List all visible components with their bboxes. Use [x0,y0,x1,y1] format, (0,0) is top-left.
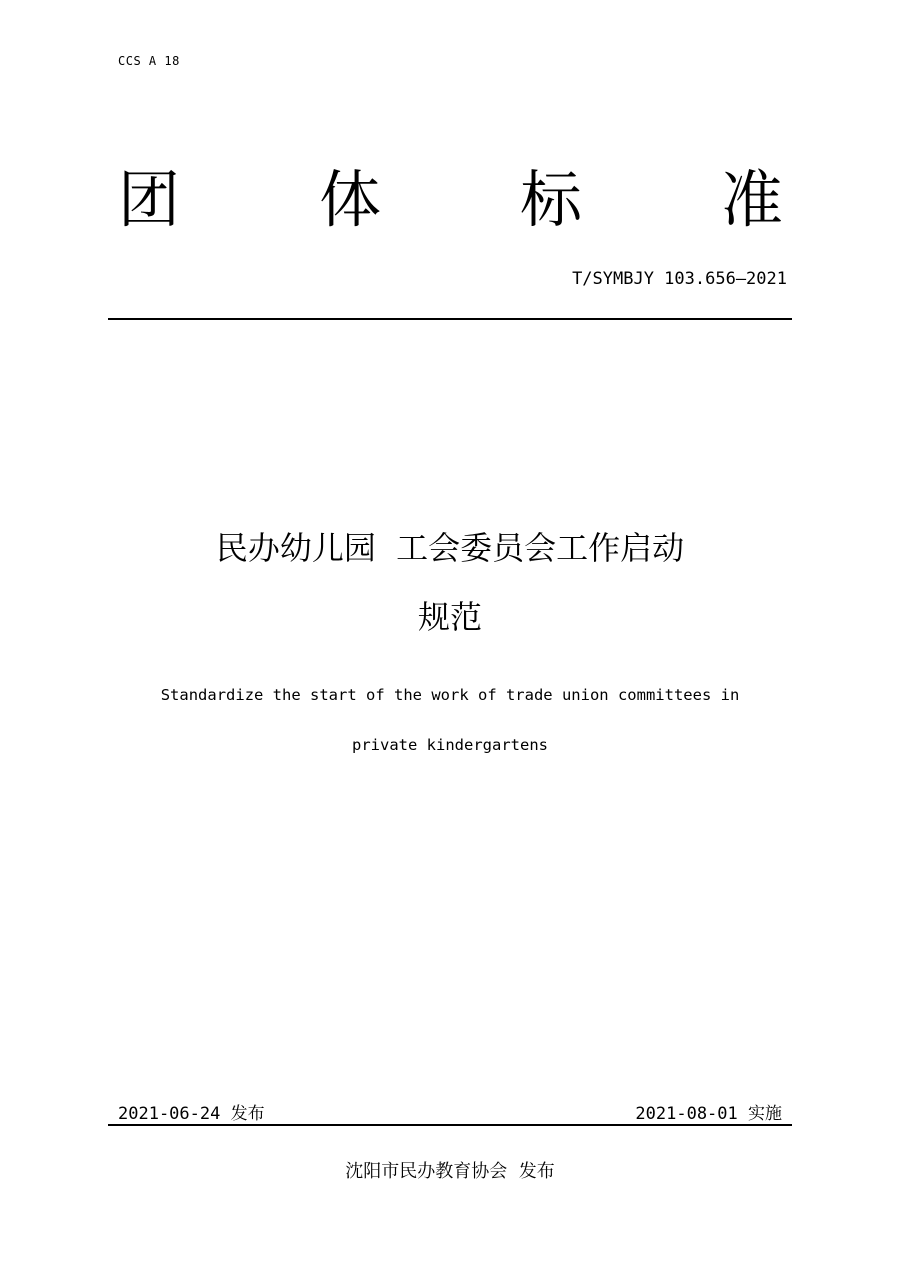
title-en-line2: private kindergartens [352,736,548,754]
title-en-line1: Standardize the start of the work of trade union committees in [160,686,740,704]
standard-type-heading [118,160,783,240]
standard-type-char: 标 [519,163,582,236]
standard-number: T/SYMBJY 103.656—2021 [572,269,787,289]
ccs-code: CCS A 18 [118,54,180,68]
top-divider [108,318,792,320]
title-zh-line2: 规范 [417,598,482,636]
publisher: 沈阳市民办教育协会 发布 [345,1161,555,1182]
standard-type-char: 团 [118,163,181,236]
standard-type-char: 准 [720,163,783,236]
bottom-divider [108,1124,792,1126]
standard-type-char: 体 [318,163,381,236]
issue-date: 2021-06-24 发布 [118,1104,265,1124]
title-zh-line1: 民办幼儿园 工会委员会工作启动 [215,529,685,567]
implementation-date: 2021-08-01 实施 [635,1104,782,1124]
